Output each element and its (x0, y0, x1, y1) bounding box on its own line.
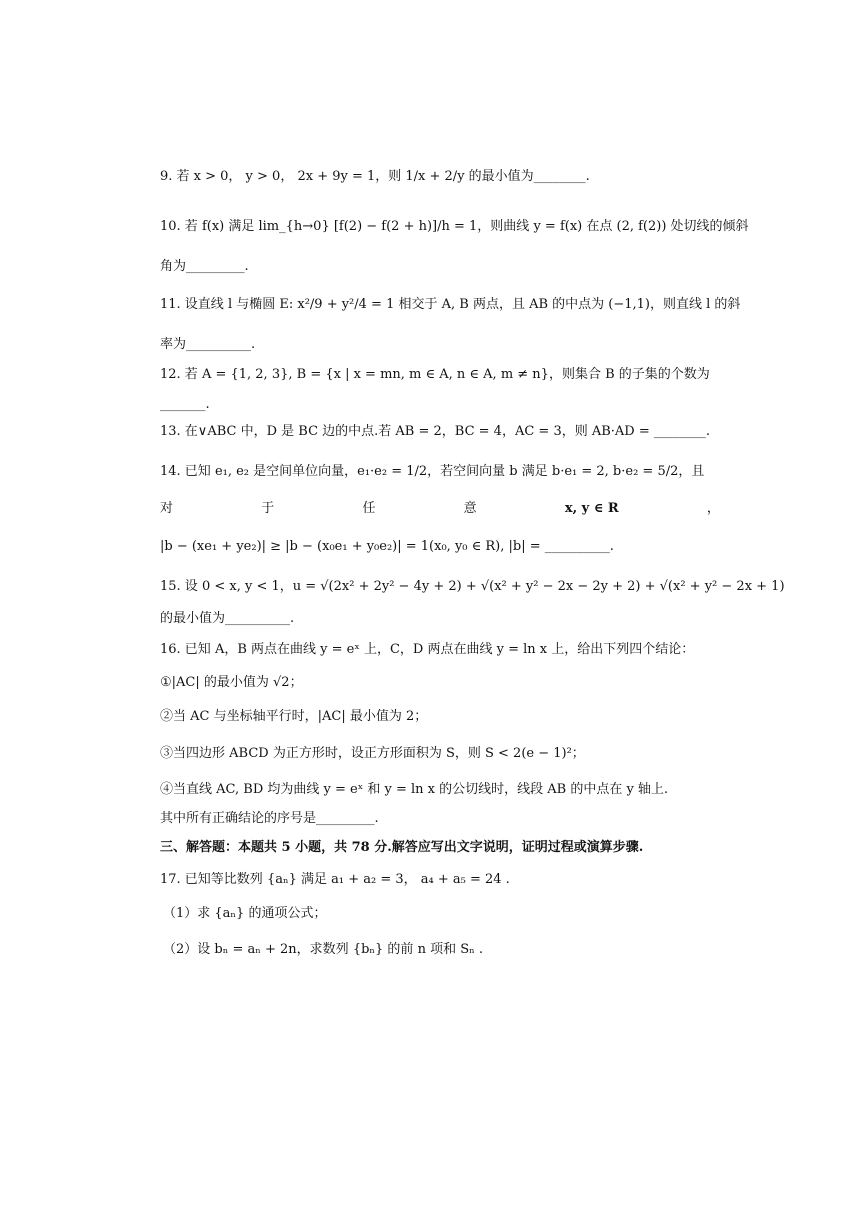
question-15-line-1: 15. 设 0 < x, y < 1，u = √(2x² + 2y² − 4y + 2) + √(x² + y² − 2x − 2y + 2) + √(x² + y² − 2x + 1) (160, 579, 785, 594)
spread-char-4: 意 (463, 501, 477, 516)
question-15-line-2: 的最小值为__________. (160, 611, 295, 626)
question-17-stem: 17. 已知等比数列 {aₙ} 满足 a₁ + a₂ = 3， a₄ + a₅ = 24 . (160, 872, 510, 887)
spread-char-1: 对 (160, 501, 174, 516)
question-10-line-2: 角为_________. (160, 259, 249, 274)
question-16-prompt: 其中所有正确结论的序号是_________. (160, 811, 379, 826)
question-14-line-2 (160, 500, 720, 518)
question-16-option-3: ③当四边形 ABCD 为正方形时，设正方形面积为 S，则 S < 2(e − 1)²； (160, 746, 585, 761)
question-12-line-1: 12. 若 A = {1, 2, 3}, B = {x | x = mn, m ∈ A, n ∈ A, m ≠ n}，则集合 B 的子集的个数为 (160, 367, 710, 382)
question-10-line-1: 10. 若 f(x) 满足 lim_{h→0} [f(2) − f(2 + h)]/h = 1，则曲线 y = f(x) 在点 (2, f(2)) 处切线的倾斜 (160, 219, 749, 234)
question-16-line-1: 16. 已知 A，B 两点在曲线 y = eˣ 上，C，D 两点在曲线 y = ln x 上，给出下列四个结论： (160, 642, 695, 657)
question-11-line-2: 率为__________. (160, 337, 256, 352)
question-11-line-1: 11. 设直线 l 与椭圆 E: x²/9 + y²/4 = 1 相交于 A, B 两点，且 AB 的中点为 (−1,1)，则直线 l 的斜 (160, 297, 741, 312)
question-13: 13. 在∨ABC 中，D 是 BC 边的中点.若 AB = 2，BC = 4，AC = 3，则 AB·AD = ________. (160, 424, 711, 439)
question-12-line-2: _______. (160, 397, 210, 412)
question-17-part-1: （1）求 {aₙ} 的通项公式； (163, 906, 327, 921)
question-16-option-1: ①|AC| 的最小值为 √2； (160, 675, 303, 690)
spread-comma: ， (706, 501, 720, 516)
section-3-heading: 三、解答题：本题共 5 小题，共 78 分.解答应写出文字说明，证明过程或演算步骤. (160, 840, 644, 855)
question-16-option-2: ②当 AC 与坐标轴平行时，|AC| 最小值为 2； (160, 709, 428, 724)
spread-char-3: 任 (362, 501, 376, 516)
question-17-part-2: （2）设 bₙ = aₙ + 2n，求数列 {bₙ} 的前 n 项和 Sₙ . (163, 942, 483, 957)
spread-var: x, y ∈ R (564, 501, 619, 516)
question-16-option-4: ④当直线 AC, BD 均为曲线 y = eˣ 和 y = ln x 的公切线时，线段 AB 的中点在 y 轴上. (160, 782, 669, 797)
spread-char-2: 于 (261, 501, 275, 516)
question-9: 9. 若 x > 0， y > 0， 2x + 9y = 1，则 1/x + 2/y 的最小值为________. (160, 169, 590, 184)
question-14-line-3: |b − (xe₁ + ye₂)| ≥ |b − (x₀e₁ + y₀e₂)| = 1(x₀, y₀ ∈ R), |b| = __________. (160, 539, 614, 554)
question-14-line-1: 14. 已知 e₁, e₂ 是空间单位向量，e₁·e₂ = 1/2，若空间向量 b 满足 b·e₁ = 2, b·e₂ = 5/2，且 (160, 464, 705, 479)
